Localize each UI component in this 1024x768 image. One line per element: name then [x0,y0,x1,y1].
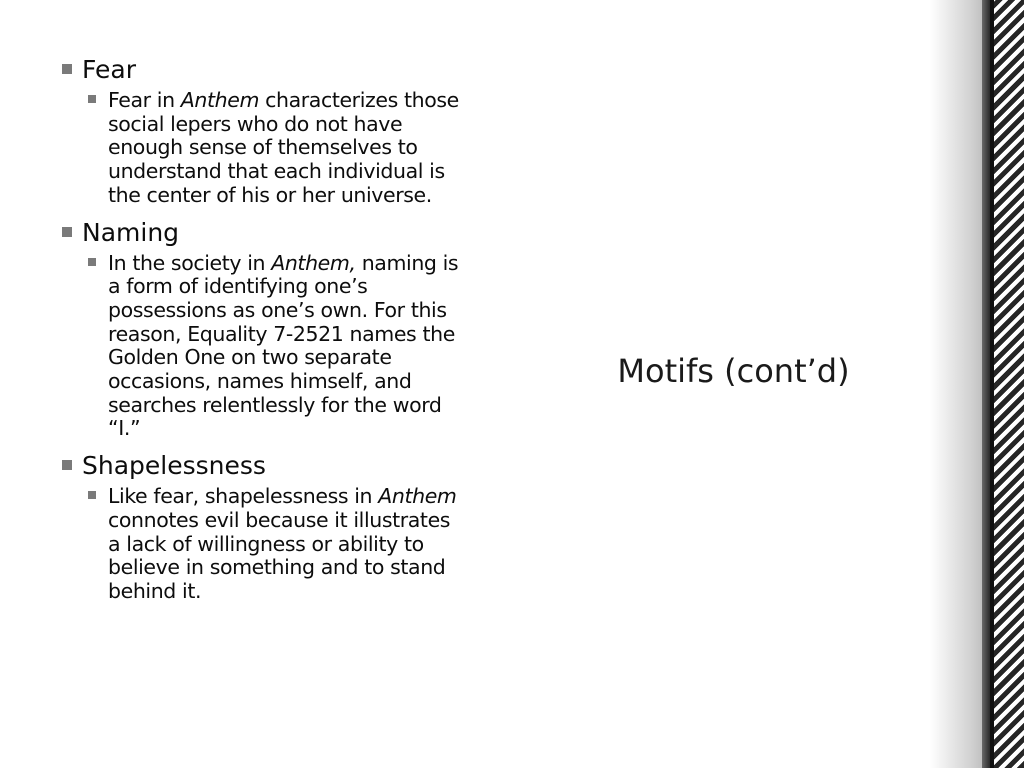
heading-text: Naming [82,217,180,247]
square-bullet-icon [62,460,72,470]
para-pre: Like fear, shapelessness in [108,484,379,509]
bullet-text-fear [88,89,462,208]
heading-text: Shapelessness [82,451,266,481]
edge-gradient [930,0,990,768]
para-post: characterizes those social lepers who do not have enough sense of themselves to understand that each individual is the center of his or her universe. [108,88,459,207]
square-bullet-icon [62,227,72,237]
para-post: connotes evil because it illustrates a lack of willingness or ability to believe in something and to stand behind it. [108,507,451,603]
para-emphasis: Anthem, [271,250,356,275]
bullet-text-shapelessness [88,485,462,604]
square-bullet-icon [88,258,96,266]
para-emphasis: Anthem [180,88,260,112]
para-pre: Fear in [108,88,181,112]
square-bullet-icon [88,491,96,499]
slide-title: Motifs (cont’d) [617,352,850,390]
bullet-content [62,55,462,608]
para-emphasis: Anthem [378,484,457,509]
decorative-stripe-bar [990,0,1024,768]
bullet-heading-fear [62,55,462,85]
bullet-text-naming [88,252,462,442]
para-post: naming is a form of identifying one’s possessions as one’s own. For this reason, Equality 7-2521 names the Golden One on two separate occasions, names himself, and searches relentlessly for the word “I.” [108,250,459,441]
square-bullet-icon [62,64,72,74]
para-pre: In the society in [108,250,272,275]
square-bullet-icon [88,95,96,103]
bullet-heading-naming [62,218,462,248]
heading-text: Fear [82,55,136,84]
bullet-heading-shapelessness [62,451,462,481]
